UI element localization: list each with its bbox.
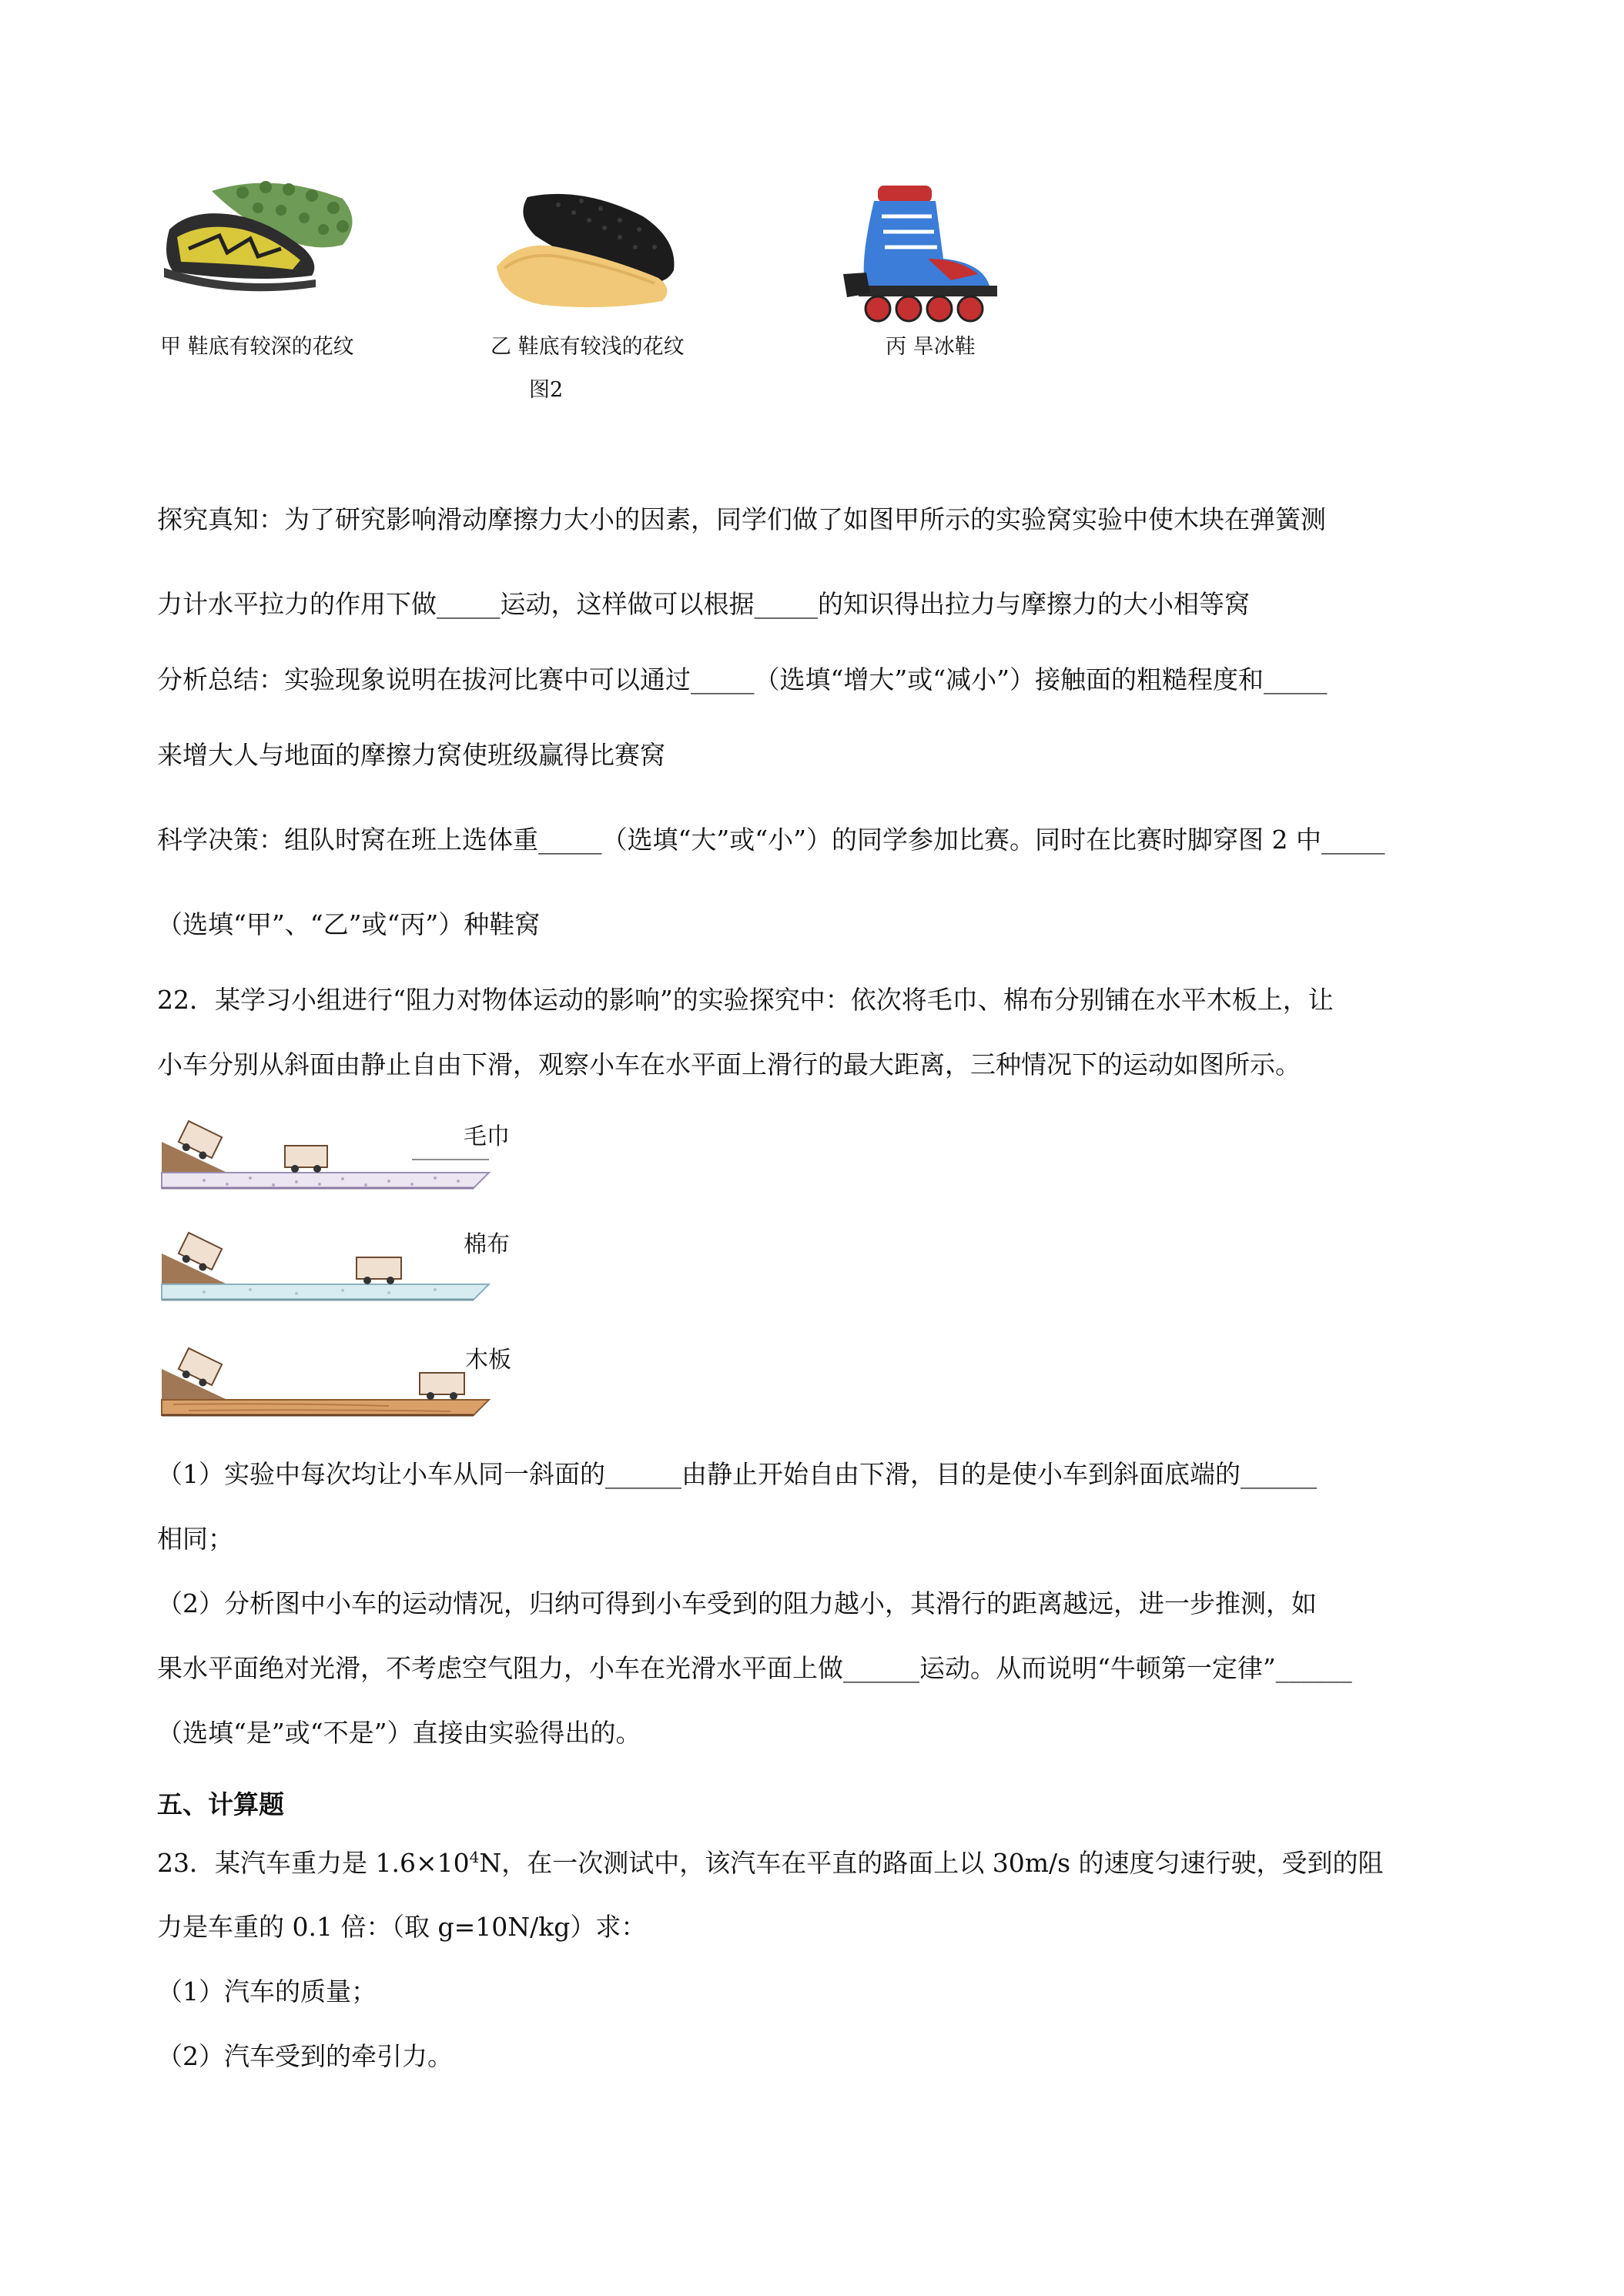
text-line: 小车分别从斜面由静止自由下滑，观察小车在水平面上滑行的最大距离，三种情况下的运动如图所示。: [157, 1049, 1301, 1079]
text-line: （2）分析图中小车的运动情况，归纳可得到小车受到的阻力越小，其滑行的距离越远，进一步推测，如: [157, 1588, 1317, 1618]
text-line: 果水平面绝对光滑，不考虑空气阻力，小车在光滑水平面上做______运动。从而说明“牛顿第一定律”______: [157, 1653, 1352, 1683]
q23-line1-pre: 23．某汽车重力是 1.6×10: [157, 1848, 470, 1878]
text-line: 力是车重的 0.1 倍：（取 g=10N/kg）求：: [157, 1912, 647, 1942]
surface-label-cotton: 棉布: [464, 1231, 510, 1258]
text-line: 力计水平拉力的作用下做_____运动，这样做可以根据_____的知识得出拉力与摩擦力的大小相等窝: [157, 589, 1250, 619]
text-line: 探究真知：为了研究影响滑动摩擦力大小的因素，同学们做了如图甲所示的实验窝实验中使木块在弹簧测: [157, 504, 1326, 534]
caption-yi: 乙 鞋底有较浅的花纹: [491, 335, 685, 359]
text-line: 分析总结：实验现象说明在拔河比赛中可以通过_____（选填“增大”或“减小”）接触面的粗糙程度和_____: [157, 664, 1328, 694]
ramp-cotton-diagram: [158, 1223, 497, 1307]
caption-jia: 甲 鞋底有较深的花纹: [160, 335, 354, 359]
text-line: 相同；: [157, 1524, 233, 1554]
text-line: （选填“是”或“不是”）直接由实验得出的。: [157, 1718, 641, 1748]
text-line: 来增大人与地面的摩擦力窝使班级赢得比赛窝: [157, 740, 665, 770]
figure-label: 图2: [529, 378, 564, 402]
shoe-deep-tread-image: [158, 176, 366, 299]
figure-2: [0, 0, 1624, 416]
text-line: 22．某学习小组进行“阻力对物体运动的影响”的实验探究中：依次将毛巾、棉布分别铺在水平木板上，让: [157, 985, 1334, 1015]
ramp-towel-diagram: [158, 1107, 497, 1196]
text-line: （2）汽车受到的牵引力。: [157, 2041, 453, 2071]
surface-label-towel: 毛巾: [464, 1123, 510, 1150]
text-line: [157, 1849, 1384, 1876]
q23-line1-post: N，在一次测试中，该汽车在平直的路面上以 30m/s 的速度匀速行驶，受到的阻: [479, 1848, 1384, 1878]
caption-bing: 丙 旱冰鞋: [886, 335, 976, 359]
text-line: 科学决策：组队时窝在班上选体重_____（选填“大”或“小”）的同学参加比赛。同时在比赛时脚穿图 2 中_____: [157, 825, 1385, 855]
text-line: （1）实验中每次均让小车从同一斜面的______由静止开始自由下滑，目的是使小车到斜面底端的______: [157, 1459, 1317, 1489]
q23-exponent: 4: [469, 1848, 480, 1866]
inline-skate-image: [835, 182, 1005, 328]
section-heading: 五、计算题: [157, 1789, 284, 1819]
ramp-wood-diagram: [158, 1338, 497, 1423]
surface-label-wood: 木板: [465, 1347, 511, 1374]
text-line: （1）汽车的质量；: [157, 1976, 377, 2006]
text-line: （选填“甲”、“乙”或“丙”）种鞋窝: [157, 909, 541, 939]
shoe-shallow-tread-image: [489, 182, 689, 313]
